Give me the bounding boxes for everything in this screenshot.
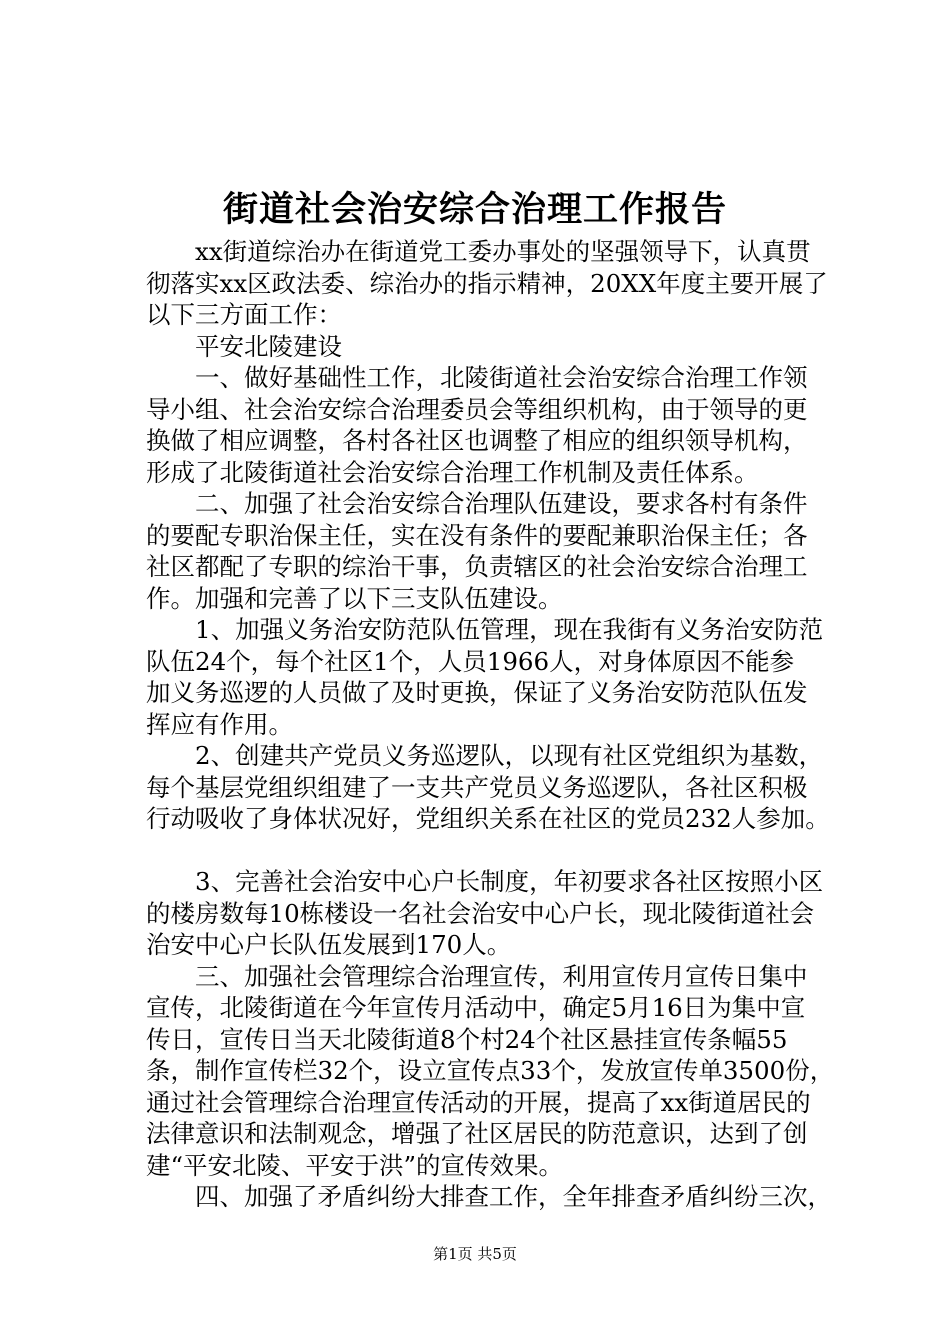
text-line: 挥应有作用。 — [146, 709, 293, 739]
page-footer: 第1页 共5页 — [433, 1245, 517, 1263]
text-line: 一、做好基础性工作，北陵街道社会治安综合治理工作领 — [146, 363, 808, 392]
text-line: 3、完善社会治安中心户长制度，年初要求各社区按照小区 — [146, 867, 824, 896]
text-line: 治安中心户长队伍发展到170人。 — [146, 930, 512, 959]
text-line: 建“平安北陵、平安于洪”的宣传效果。 — [146, 1150, 564, 1180]
text-line: 社区都配了专职的综治干事，负责辖区的社会治安综合治理工 — [146, 552, 808, 581]
text-line: 法律意识和法制观念，增强了社区居民的防范意识，达到了创 — [146, 1119, 808, 1148]
text-line: 作。加强和完善了以下三支队伍建设。 — [146, 583, 563, 613]
text-line: 彻落实xx区政法委、综治办的指示精神，20XX年度主要开展了 — [146, 268, 828, 298]
text-line: 的要配专职治保主任，实在没有条件的要配兼职治保主任；各 — [146, 520, 808, 550]
text-line: 二、加强了社会治安综合治理队伍建设，要求各村有条件 — [146, 489, 808, 518]
text-line: 的楼房数每10栋楼设一名社会治安中心户长，现北陵街道社会 — [146, 898, 815, 928]
text-line: 通过社会管理综合治理宣传活动的开展，提高了xx街道居民的 — [146, 1087, 811, 1117]
text-line: 队伍24个，每个社区1个，人员1966人，对身体原因不能参 — [146, 646, 795, 676]
text-line: 形成了北陵街道社会治安综合治理工作机制及责任体系。 — [146, 457, 759, 487]
text-line: xx街道综治办在街道党工委办事处的坚强领导下，认真贯 — [146, 237, 811, 266]
text-line: 三、加强社会管理综合治理宣传，利用宣传月宣传日集中 — [146, 961, 808, 991]
text-line: 2、创建共产党员义务巡逻队，以现有社区党组织为基数， — [146, 741, 824, 770]
document-body — [146, 236, 844, 1213]
text-line: 导小组、社会治安综合治理委员会等组织机构，由于领导的更 — [146, 394, 808, 424]
text-line: 以下三方面工作： — [146, 300, 342, 329]
text-line: 行动吸收了身体状况好，党组织关系在社区的党员232人参加。 — [146, 804, 830, 833]
text-line: 平安北陵建设 — [146, 331, 342, 361]
text-line: 传日，宣传日当天北陵街道8个村24个社区悬挂宣传条幅55 — [146, 1024, 788, 1054]
text-line: 条，制作宣传栏32个，设立宣传点33个，发放宣传单3500份， — [146, 1056, 835, 1085]
text-line: 四、加强了矛盾纠纷大排查工作，全年排查矛盾纠纷三次， — [146, 1182, 832, 1211]
text-line: 宣传，北陵街道在今年宣传月活动中，确定5月16日为集中宣 — [146, 993, 806, 1022]
text-line: 换做了相应调整，各村各社区也调整了相应的组织领导机构， — [146, 426, 808, 455]
text-line — [146, 835, 844, 867]
text-line: 1、加强义务治安防范队伍管理，现在我街有义务治安防范 — [146, 615, 824, 644]
text-line: 每个基层党组织组建了一支共产党员义务巡逻队，各社区积极 — [146, 772, 808, 802]
text-line: 加义务巡逻的人员做了及时更换，保证了义务治安防范队伍发 — [146, 678, 808, 707]
document-title: 街道社会治安综合治理工作报告 — [222, 189, 727, 230]
